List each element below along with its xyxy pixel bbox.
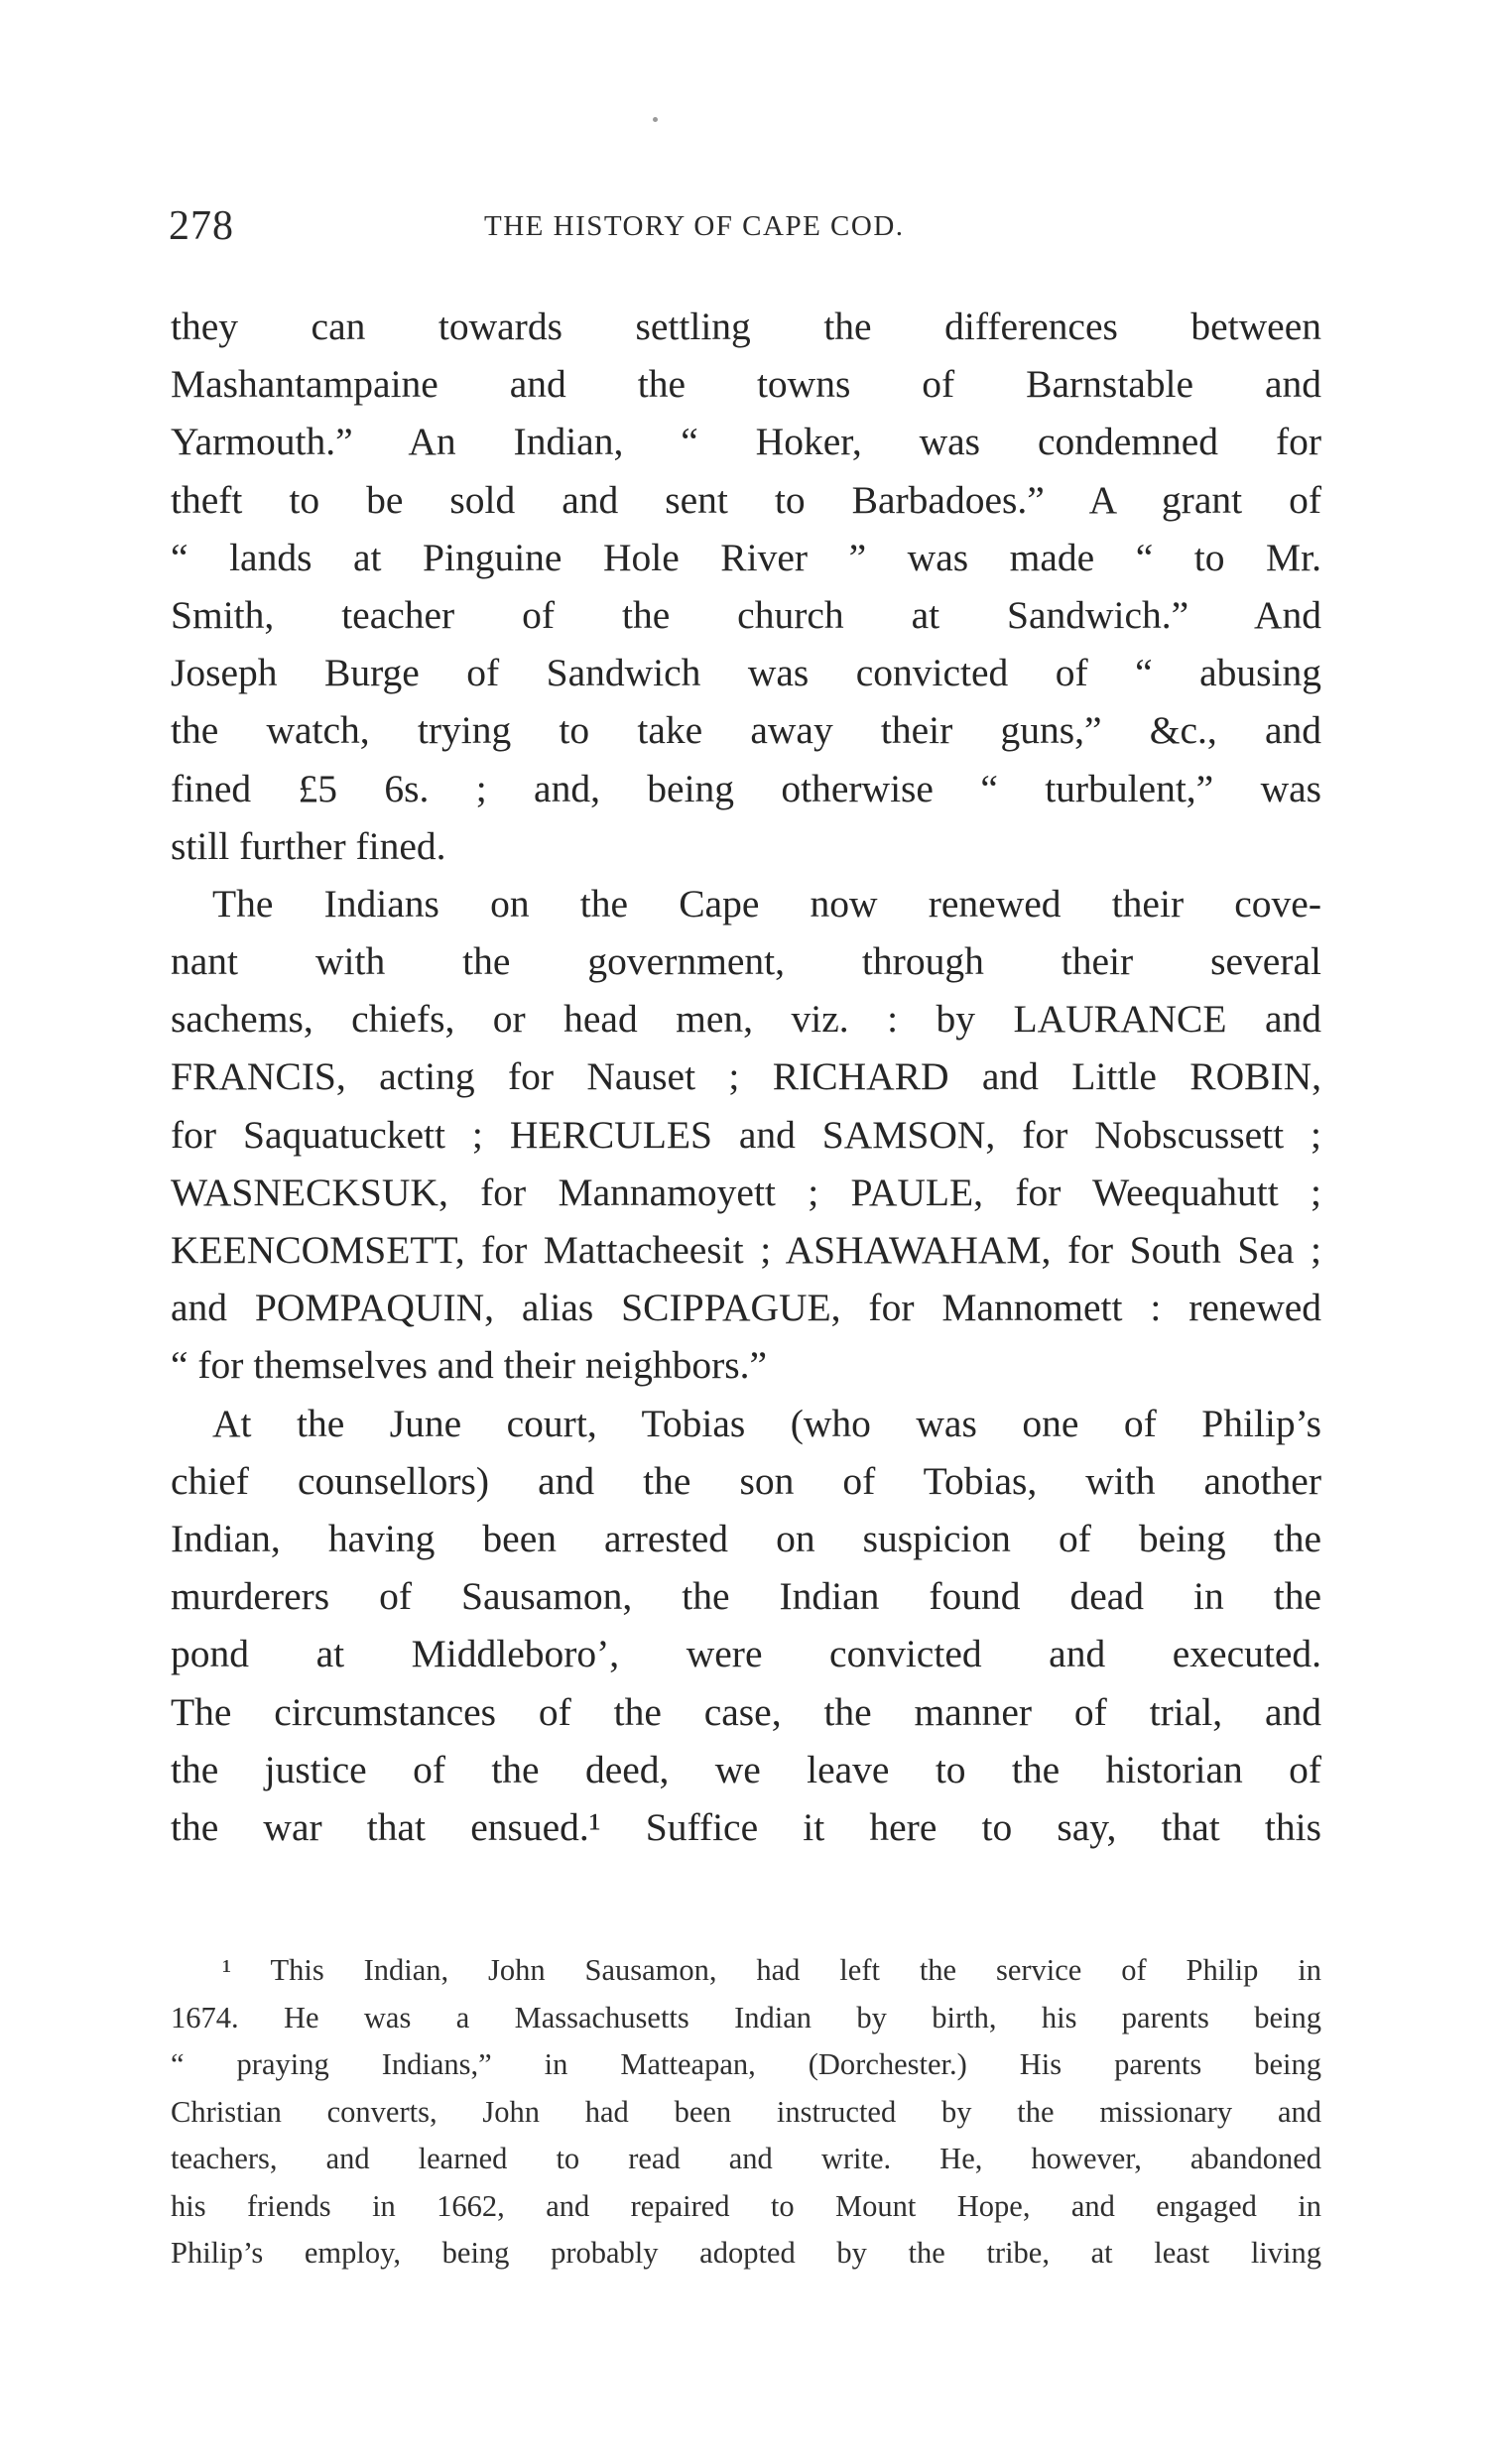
body-line: The Indians on the Cape now renewed their cove-: [212, 881, 1321, 925]
body-line: still further fined.: [171, 823, 446, 868]
body-line: KEENCOMSETT, for Mattacheesit ; ASHAWAHAM, for South Sea ;: [171, 1228, 1321, 1272]
body-line: Mashantampaine and the towns of Barnstable and: [171, 362, 1321, 407]
body-line: “ lands at Pinguine Hole River ” was made “ to Mr.: [171, 535, 1321, 579]
body-line: Indian, having been arrested on suspicion of being the: [171, 1516, 1321, 1560]
body-line: nant with the government, through their several: [171, 939, 1321, 984]
body-line: the watch, trying to take away their guns,” &c., and: [171, 708, 1321, 753]
body-line: Yarmouth.” An Indian, “ Hoker, was condemned for: [171, 420, 1321, 464]
body-line: for Saquatuckett ; HERCULES and SAMSON, for Nobscussett ;: [171, 1112, 1321, 1157]
printers-mark: [653, 117, 658, 122]
body-line: At the June court, Tobias (who was one of Philip’s: [212, 1401, 1321, 1445]
body-line: chief counsellors) and the son of Tobias, with another: [171, 1458, 1321, 1503]
footnotes: [171, 1947, 1321, 2278]
body-text: [171, 298, 1321, 1856]
body-line: and POMPAQUIN, alias SCIPPAGUE, for Mannomett : renewed: [171, 1286, 1321, 1330]
body-line: FRANCIS, acting for Nauset ; RICHARD and Little ROBIN,: [171, 1054, 1321, 1099]
page-number: 278: [169, 203, 234, 249]
body-line: murderers of Sausamon, the Indian found dead in the: [171, 1574, 1321, 1619]
page-header: [169, 198, 1319, 258]
running-head: THE HISTORY OF CAPE COD.: [484, 210, 905, 242]
body-line: theft to be sold and sent to Barbadoes.” A grant of: [171, 477, 1321, 522]
footnote-line: 1674. He was a Massachusetts Indian by birth, his parents being: [171, 2000, 1321, 2034]
footnote-line: his friends in 1662, and repaired to Mount Hope, and engaged in: [171, 2188, 1321, 2223]
body-line: sachems, chiefs, or head men, viz. : by LAURANCE and: [171, 997, 1321, 1042]
body-line: WASNECKSUK, for Mannamoyett ; PAULE, for Weequahutt ;: [171, 1170, 1321, 1214]
footnote-line: “ praying Indians,” in Matteapan, (Dorchester.) His parents being: [171, 2047, 1321, 2081]
body-line: the justice of the deed, we leave to the historian of: [171, 1747, 1321, 1791]
footnote-line: Philip’s employ, being probably adopted by the tribe, at least living: [171, 2236, 1321, 2270]
body-line: the war that ensued.¹ Suffice it here to say, that this: [171, 1804, 1321, 1849]
body-line: pond at Middleboro’, were convicted and executed.: [171, 1632, 1321, 1676]
footnote-line: Christian converts, John had been instructed by the missionary and: [171, 2094, 1321, 2129]
body-line: fined £5 6s. ; and, being otherwise “ turbulent,” was: [171, 766, 1321, 810]
body-line: The circumstances of the case, the manner of trial, and: [171, 1689, 1321, 1734]
body-line: Smith, teacher of the church at Sandwich.” And: [171, 592, 1321, 637]
body-line: they can towards settling the differences between: [171, 305, 1321, 348]
body-line: “ for themselves and their neighbors.”: [171, 1343, 768, 1388]
body-line: Joseph Burge of Sandwich was convicted of “ abusing: [171, 651, 1321, 695]
footnote-line: teachers, and learned to read and write. He, however, abandoned: [171, 2142, 1321, 2175]
footnote-line: ¹ This Indian, John Sausamon, had left the service of Philip in: [222, 1953, 1321, 1987]
